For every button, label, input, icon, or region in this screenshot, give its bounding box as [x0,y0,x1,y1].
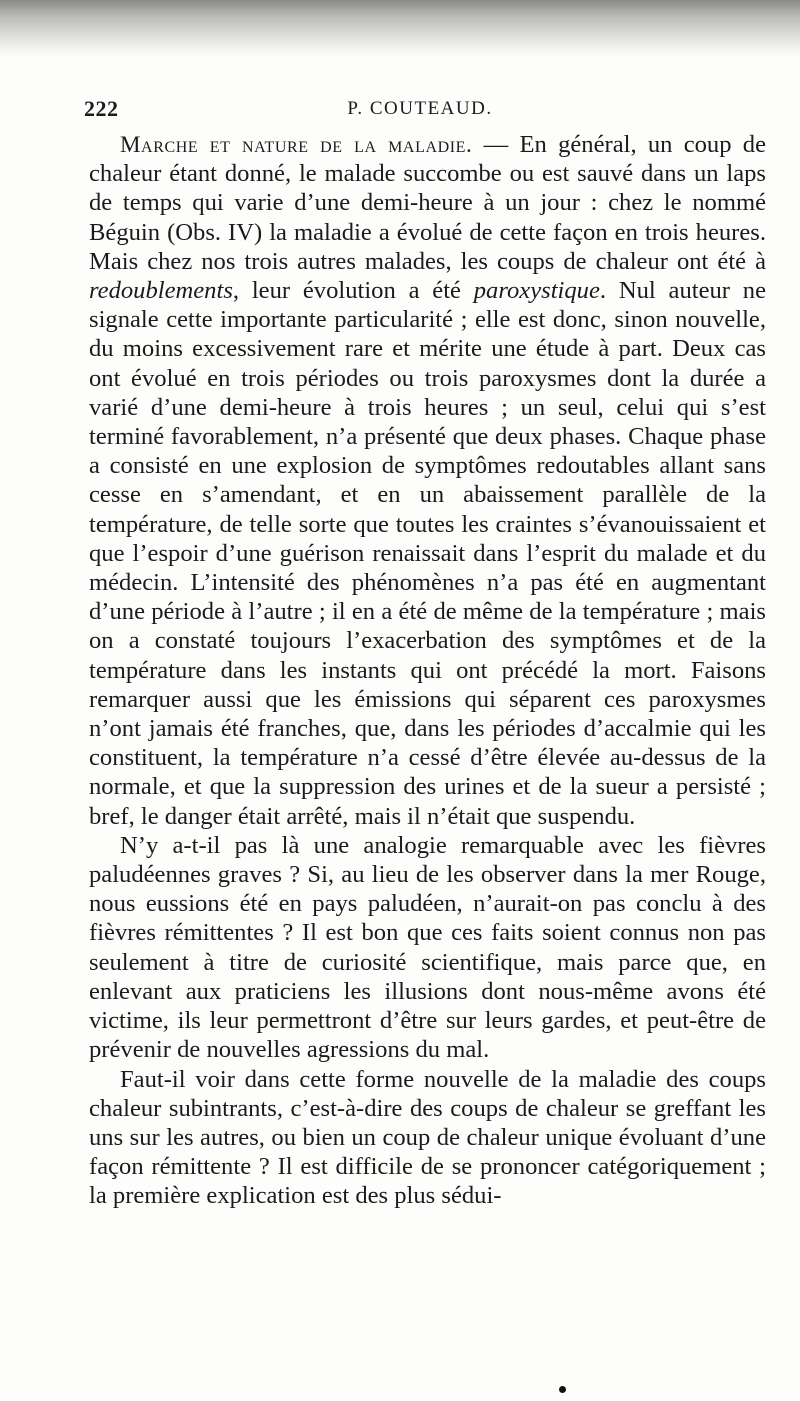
paragraph-1-text-a: — En général, un coup de chaleur étant donné, le malade succombe ou est sauvé dans un laps de temps qui varie d’une demi-heure à un jour : chez le nommé Béguin (Obs. IV) la maladie a évolué de cette façon en trois heures. Mais chez nos trois autres malades, les coups de chaleur ont été à [89,131,766,275]
section-heading: Marche et nature de la maladie. [120,132,473,157]
ink-speck [559,1386,566,1393]
paragraph-2: N’y a-t-il pas là une analogie remarquable avec les fièvres paludéennes graves ? Si, au lieu de les observer dans la mer Rouge, nous eussions été en pays paludéen, n’aurait-on pas conclu à des fièvres rémittentes ? Il est bon que ces faits soient connus non pas seulement à titre de curiosité scientifique, mais parce que, en enlevant aux praticiens les illusions dont nous-même avons été victime, ils leur permettront d’être sur leurs gardes, et peut-être de prévenir de nouvelles agressions du mal. [89,831,766,1064]
paragraph-1-text-c: . Nul auteur ne signale cette importante particularité ; elle est donc, sinon nouvelle, du moins excessivement rare et mérite une étude à part. Deux cas ont évolué en trois périodes ou trois paroxysmes dont la durée a varié d’une demi-heure à trois heures ; un seul, celui qui s’est terminé favorablement, n’a présenté que deux phases. Chaque phase a consisté en une explosion de symptômes redoutables allant sans cesse en s’amendant, et en un abaissement parallèle de la température, de telle sorte que toutes les craintes s’évanouissaient et que l’espoir d’une guérison renaissait dans l’esprit du malade et du médecin. L’intensité des phénomènes n’a pas été en augmentant d’une période à l’autre ; il en a été de même de la température ; mais on a constaté toujours l’exacerbation des symptômes et de la température dans les instants qui ont précédé la mort. Faisons remarquer aussi que les émissions qui séparent ces paroxysmes n’ont jamais été franches, que, dans les périodes d’accalmie qui les constituent, la température n’a cessé d’être élevée au-dessus de la normale, et que la suppression des urines et de la sueur a persisté ; bref, le danger était arrêté, mais il n’était que suspendu. [89,277,766,830]
italic-term-paroxystique: paroxystique [473,277,600,305]
page-header [80,96,760,126]
paragraph-3: Faut-il voir dans cette forme nouvelle de la maladie des coups chaleur subintrants, c’est-à-dire des coups de chaleur se greffant les uns sur les autres, ou bien un coup de chaleur unique évoluant d’une façon rémittente ? Il est difficile de se prononcer catégoriquement ; la première explication est des plus sédui- [89,1065,766,1210]
scan-edge-shadow [0,0,800,58]
body-text [89,130,766,1211]
paragraph-1-text-b: , leur évolution a été [232,277,474,305]
italic-term-redoublements: redoublements [89,277,233,305]
page-number: 222 [84,96,119,121]
paragraph-1 [89,130,766,831]
running-head: P. COUTEAUD. [347,98,493,119]
